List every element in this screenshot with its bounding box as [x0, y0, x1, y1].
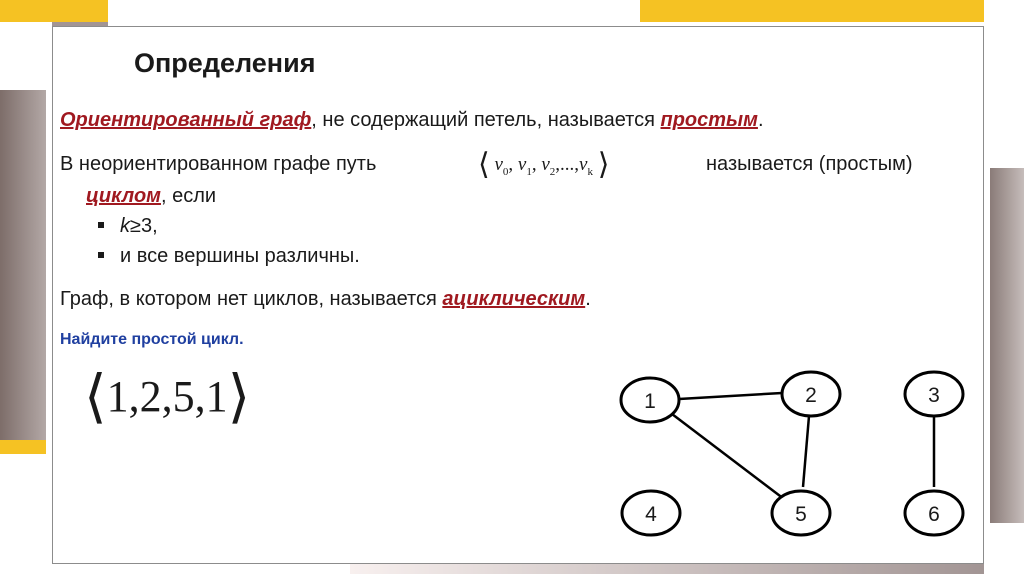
edge-2-5 — [803, 416, 809, 487]
answer-cycle: ⟨1,2,5,1⟩ — [84, 364, 251, 429]
term-acyclic: ациклическим — [442, 288, 586, 310]
task-prompt: Найдите простой цикл. — [60, 331, 244, 348]
deco-dark-left — [0, 90, 46, 440]
term-directed-graph: Ориентированный граф — [60, 109, 312, 131]
path-formula: ⟨ $v_0$, $v_1$, $v_2,...,v_k$ ⟩ — [478, 148, 610, 181]
definition-cycle: циклом, если — [86, 185, 217, 207]
svg-text:6: 6 — [928, 503, 940, 526]
node-5 — [772, 491, 830, 535]
svg-text:2: 2 — [805, 384, 817, 407]
bullet-mark — [98, 252, 104, 258]
bullet-k-condition: k≥3, — [98, 215, 158, 238]
node-1 — [621, 378, 679, 422]
bullet-distinct-vertices: и все вершины различны. — [98, 245, 360, 268]
node-4 — [622, 491, 680, 535]
graph-diagram — [600, 360, 980, 550]
definition-path-start: В неориентированном графе путь — [60, 153, 377, 175]
svg-text:5: 5 — [795, 503, 807, 526]
node-3 — [905, 372, 963, 416]
bullet-mark — [98, 222, 104, 228]
deco-gray-right — [990, 168, 1024, 523]
svg-text:1: 1 — [644, 390, 656, 413]
term-cycle: циклом — [86, 185, 161, 207]
deco-yellow-top-right — [640, 0, 984, 22]
deco-yellow-left — [0, 440, 46, 454]
edge-1-2 — [679, 393, 782, 399]
slide-title: Определения — [134, 48, 316, 78]
definition-acyclic: Граф, в котором нет циклов, называется ациклическим. — [60, 288, 591, 310]
svg-text:3: 3 — [928, 384, 940, 407]
node-2 — [782, 372, 840, 416]
term-simple: простым — [660, 109, 758, 131]
definition-path-end: называется (простым) — [706, 153, 913, 175]
definition-simple-graph: Ориентированный граф, не содержащий петель, называется простым. — [60, 109, 764, 131]
edge-1-5 — [672, 414, 788, 502]
deco-yellow-top-left — [0, 0, 108, 22]
svg-text:4: 4 — [645, 503, 657, 526]
deco-gradient-bottom — [350, 564, 984, 574]
node-6 — [905, 491, 963, 535]
